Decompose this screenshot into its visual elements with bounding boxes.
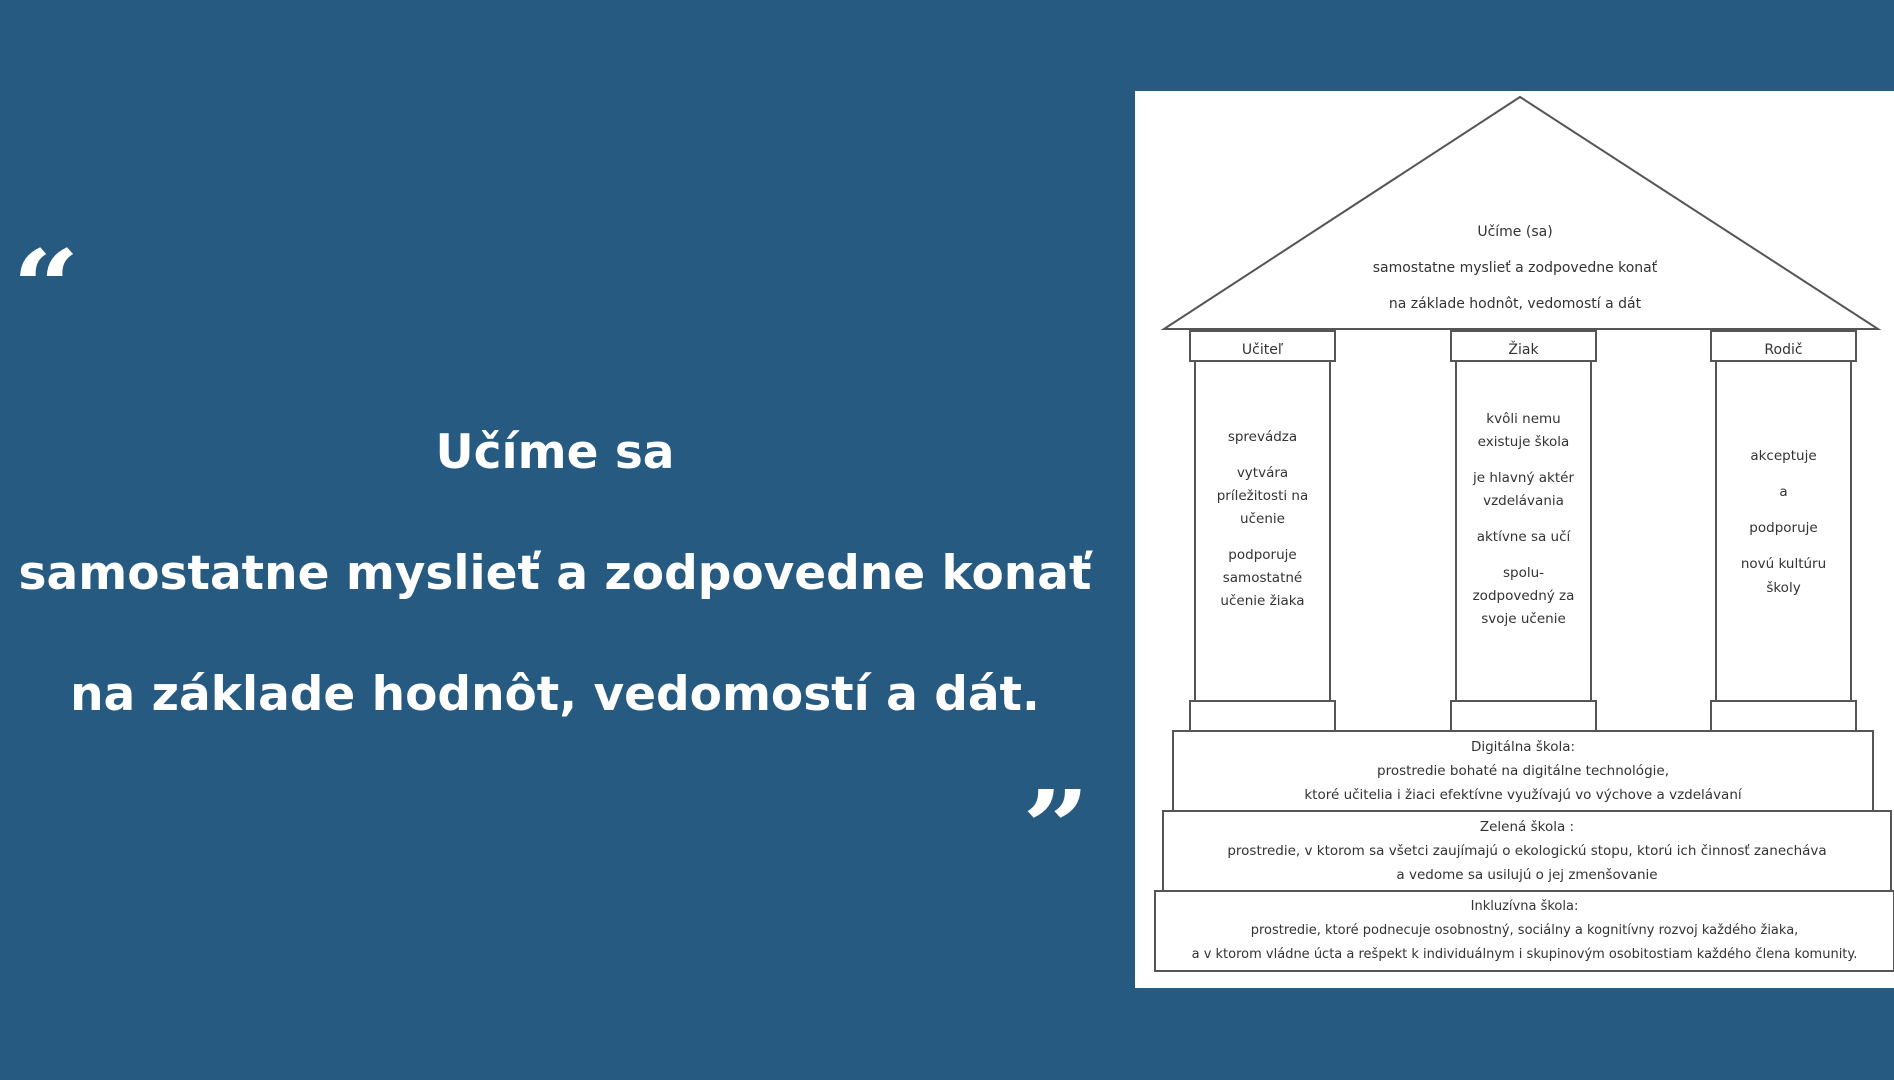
quote-line-2: samostatne myslieť a zodpovedne konať (18, 546, 1092, 601)
pillar-base-1 (1190, 701, 1335, 731)
foundation-digital-school (1173, 735, 1873, 807)
foundation-green-school (1163, 815, 1891, 887)
foundation-line: prostredie, v ktorom sa všetci zaujímajú o ekologickú stopu, ktorú ich činnosť zanecháva (1227, 843, 1827, 859)
pillar-label-parent: Rodič (1764, 342, 1803, 358)
pillar-item: novú kultúru školy (1740, 556, 1827, 596)
foundation-line: prostredie bohaté na digitálne technológie, (1377, 763, 1669, 779)
pillar-base-3 (1711, 701, 1856, 731)
opening-quote-icon: “ (12, 227, 80, 346)
pillar-label-student: Žiak (1508, 342, 1539, 358)
foundation-line: ktoré učitelia i žiaci efektívne využívajú vo výchove a vzdelávaní (1304, 787, 1742, 803)
pillar-item: podporuje samostatné učenie žiaka (1220, 547, 1305, 609)
pillar-item: kvôli nemu existuje škola (1477, 411, 1570, 450)
pillar-item: spolu-zodpovedný za svoje učenie (1472, 565, 1575, 627)
foundation-title: Digitálna škola: (1470, 739, 1576, 755)
quote-text (0, 392, 1110, 755)
pillar-text-student (1465, 408, 1582, 631)
foundation-inclusive-school (1155, 895, 1894, 967)
foundation-line: prostredie, ktoré podnecuje osobnostný, sociálny a kognitívny rozvoj každého žiaka, (1250, 923, 1799, 938)
foundation-line: a vedome sa usilujú o jej zmenšovanie (1396, 867, 1658, 883)
roof-line-1: Učíme (sa) (1477, 224, 1553, 240)
pillar-label-teacher: Učiteľ (1241, 342, 1284, 358)
pillar-item: aktívne sa učí (1476, 529, 1571, 545)
pillar-item: akceptuje (1750, 448, 1817, 464)
pillar-item: a (1779, 484, 1788, 500)
pillar-text-teacher (1205, 426, 1320, 613)
school-temple-diagram (1135, 91, 1894, 988)
closing-quote-icon: ” (1022, 767, 1090, 886)
quote-line-1: Učíme sa (435, 425, 675, 480)
foundation-title: Zelená škola : (1479, 819, 1575, 835)
roof-line-2: samostatne myslieť a zodpovedne konať (1372, 260, 1658, 276)
pillar-base-2 (1451, 701, 1596, 731)
pillar-item: vytvára príležitosti na učenie (1216, 465, 1309, 527)
foundation-line: a v ktorom vládne úcta a rešpekt k individuálnym i skupinovým osobitostiam každého člena komunity. (1191, 947, 1858, 962)
roof-text (1275, 214, 1755, 322)
pillar-item: podporuje (1749, 520, 1818, 536)
quote-line-3: na základe hodnôt, vedomostí a dát. (70, 667, 1040, 722)
pillar-item: sprevádza (1227, 429, 1298, 445)
foundation-title: Inkluzívna škola: (1470, 899, 1579, 914)
pillar-item: je hlavný aktér vzdelávania (1473, 470, 1574, 509)
pillar-text-parent (1725, 444, 1842, 600)
roof-line-3: na základe hodnôt, vedomostí a dát (1388, 296, 1642, 312)
